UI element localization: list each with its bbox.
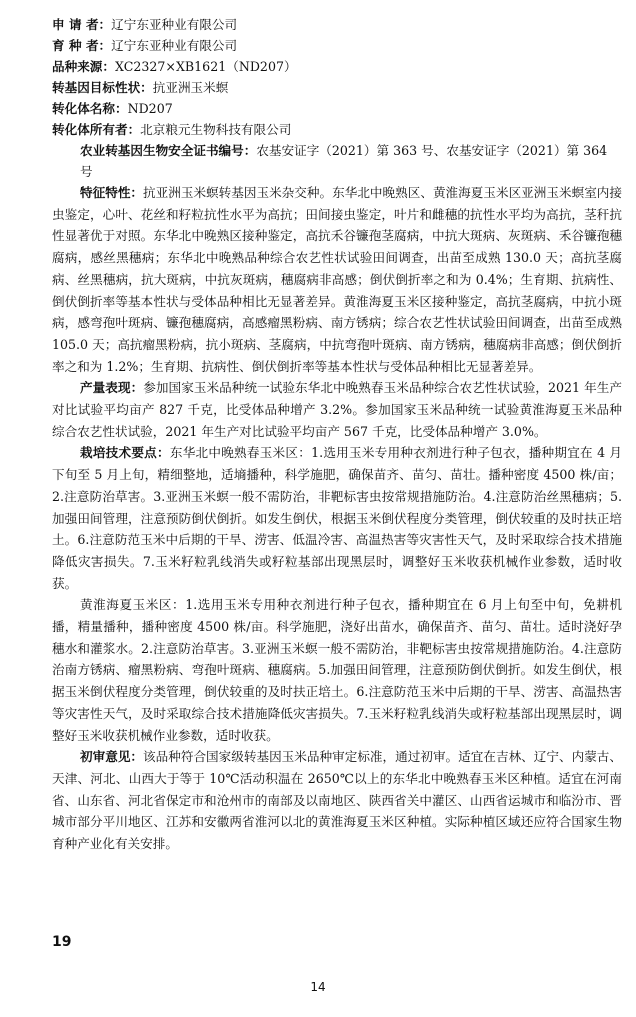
opinion-paragraph [52, 746, 622, 855]
event-label: 转化体名称： [52, 101, 128, 116]
origin-value: XC2327×XB1621（ND207） [114, 59, 297, 74]
certificate-line [52, 140, 622, 182]
yield-paragraph [52, 377, 622, 442]
features-label: 特征特性： [80, 185, 144, 200]
trait-value: 抗亚洲玉米螟 [152, 80, 229, 95]
certificate-label: 农业转基因生物安全证书编号： [80, 143, 257, 158]
variety-metadata [52, 14, 622, 182]
features-paragraph [52, 182, 622, 377]
owner-value: 北京粮元生物科技有限公司 [140, 122, 292, 137]
owner-label: 转化体所有者： [52, 122, 141, 137]
trait-line [52, 77, 622, 98]
cultivation-text-spring: 东华北中晚熟春玉米区：1.选用玉米专用种衣剂进行种子包衣，播种期宜在 4 月下旬至 5 月上旬，精细整地，适墒播种，科学施肥，确保苗齐、苗匀、苗壮。播种密度 4500 株/亩；2.注意防治草害。3.亚洲玉米螟一般不需防治，非靶标害虫按常规措施防治。4.注意防治丝黑穗病；5.加强田间管理，注意预防倒伏倒折。如发生倒伏，根据玉米倒伏程度分类管理，倒伏较重的及时扶正培土。6.注意防范玉米中后期的干旱、涝害、低温冷害、高温热害等灾害性天气，及时采取综合技术措施降低灾害损失。7.玉米籽粒乳线消失或籽粒基部出现黑层时，调整好玉米收获机械作业参数，适时收获。 [52, 445, 622, 591]
breeder-label: 育 种 者： [52, 38, 112, 53]
trait-label: 转基因目标性状： [52, 80, 153, 95]
cultivation-label: 栽培技术要点： [80, 445, 170, 461]
features-text: 抗亚洲玉米螟转基因玉米杂交种。东华北中晚熟区、黄淮海夏玉米区亚洲玉米螟室内接虫鉴定，心叶、花丝和籽粒抗性水平为高抗；田间接虫鉴定，叶片和雌穗的抗性水平均为高抗，茎秆抗性显著优于对照。东华北中晚熟区接种鉴定，高抗禾谷镰孢茎腐病，中抗大斑病、灰斑病、禾谷镰孢穗腐病，感丝黑穗病；东华北中晚熟品种综合农艺性状试验田间调查，出苗至成熟 130.0 天；高抗茎腐病、丝黑穗病，抗大斑病，中抗灰斑病，穗腐病非高感；倒伏倒折率之和为 0.4%；生育期、抗病性、倒伏倒折率等基本性状与受体品种相比无显著差异。黄淮海夏玉米区接种鉴定，高抗茎腐病，中抗小斑病，感弯孢叶斑病、镰孢穗腐病，高感瘤黑粉病、南方锈病；综合农艺性状试验田间调查，出苗至成熟 105.0 天；高抗瘤黑粉病，抗小斑病、茎腐病，中抗弯孢叶斑病、南方锈病，穗腐病非高感；倒伏倒折率之和为 1.2%；生育期、抗病性、倒伏倒折率等基本性状与受体品种相比无显著差异。 [52, 185, 623, 374]
variety-description [52, 182, 622, 855]
yield-label: 产量表现： [80, 380, 144, 396]
applicant-value: 辽宁东亚种业有限公司 [111, 17, 238, 32]
breeder-line [52, 35, 622, 56]
applicant-label: 申 请 者： [52, 17, 112, 32]
event-line [52, 98, 622, 119]
item-number: 19 [52, 934, 72, 950]
origin-line [52, 56, 622, 77]
cultivation-paragraph-summer [52, 594, 622, 746]
certificate-value: 农基安证字（2021）第 363 号、农基安证字（2021）第 364 号 [80, 143, 608, 179]
owner-line [52, 119, 622, 140]
opinion-text: 该品种符合国家级转基因玉米品种审定标准，通过初审。适宜在吉林、辽宁、内蒙古、天津、河北、山西大于等于 10℃活动积温在 2650℃以上的东华北中晚熟春玉米区种植。适宜在河南省、山东省、河北省保定市和沧州市的南部及以南地区、陕西省关中灌区、山西省运城市和临汾市、晋城市部分平川地区、江苏和安徽两省淮河以北的黄淮海夏玉米区种植。实际种植区域还应符合国家生物育种产业化有关安排。 [52, 749, 623, 852]
yield-text: 参加国家玉米品种统一试验东华北中晚熟春玉米品种综合农艺性状试验，2021 年生产对比试验平均亩产 827 千克，比受体品种增产 3.2%。参加国家玉米品种统一试验黄淮海夏玉米品种综合农艺性状试验，2021 年生产对比试验平均亩产 567 千克，比受体品种增产 3.0%。 [52, 380, 622, 439]
origin-label: 品种来源： [52, 59, 115, 74]
opinion-label: 初审意见： [80, 749, 144, 765]
event-value: ND207 [127, 101, 173, 116]
page-number: 14 [310, 980, 326, 994]
breeder-value: 辽宁东亚种业有限公司 [111, 38, 238, 53]
applicant-line [52, 14, 622, 35]
cultivation-paragraph-spring [52, 442, 622, 594]
cultivation-text-summer: 黄淮海夏玉米区：1.选用玉米专用种衣剂进行种子包衣，播种期宜在 6 月上旬至中旬，免耕机播，精量播种，播种密度 4500 株/亩。科学施肥，浇好出苗水，确保苗齐、苗匀、苗壮。适时浇好孕穗水和灌浆水。2.注意防治草害。3.亚洲玉米螟一般不需防治，非靶标害虫按常规措施防治。4.注意防治南方锈病、瘤黑粉病、弯孢叶斑病、穗腐病。5.加强田间管理，注意预防倒伏倒折。如发生倒伏，根据玉米倒伏程度分类管理，倒伏较重的及时扶正培土。6.注意防范玉米中后期的干旱、涝害、高温热害等灾害性天气，及时采取综合技术措施降低灾害损失。7.玉米籽粒乳线消失或籽粒基部出现黑层时，调整好玉米收获机械作业参数，适时收获。 [52, 597, 622, 743]
